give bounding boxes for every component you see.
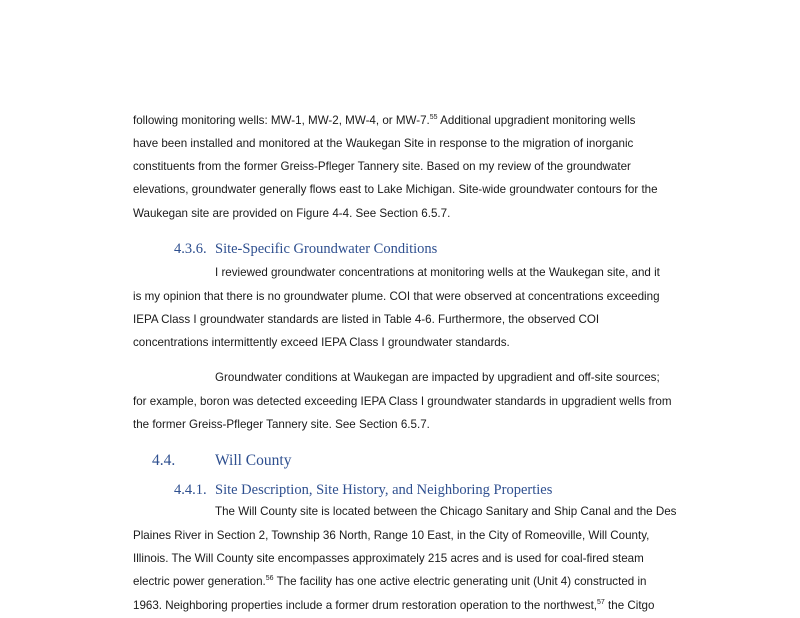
footnote-ref-57: 57	[597, 599, 605, 606]
paragraph-2-line-2: is my opinion that there is no groundwater plume. COI that were observed at concentrations exceeding	[133, 290, 660, 303]
section-title: Will County	[215, 452, 292, 469]
paragraph-1-line-3: constituents from the former Greiss-Pfleger Tannery site. Based on my review of the groundwater	[133, 160, 631, 173]
paragraph-2-line-4: concentrations intermittently exceed IEPA Class I groundwater standards.	[133, 336, 510, 349]
paragraph-4-line-2: Plaines River in Section 2, Township 36 North, Range 10 East, in the City of Romeoville, Will County,	[133, 529, 650, 542]
paragraph-3-line-2: for example, boron was detected exceeding IEPA Class I groundwater standards in upgradient wells from	[133, 395, 672, 408]
section-title: Site-Specific Groundwater Conditions	[215, 241, 438, 257]
paragraph-4-line-1: The Will County site is located between the Chicago Sanitary and Ship Canal and the Des	[215, 505, 677, 518]
section-number: 4.4.	[152, 452, 176, 469]
footnote-ref-56: 56	[265, 575, 274, 582]
paragraph-2-line-1: I reviewed groundwater concentrations at monitoring wells at the Waukegan site, and it	[215, 266, 660, 279]
footnote-ref-55: 55	[429, 114, 438, 121]
section-number: 4.4.1.	[174, 482, 207, 498]
section-heading-4-4	[152, 452, 291, 470]
paragraph-1-line-5: Waukegan site are provided on Figure 4-4. See Section 6.5.7.	[133, 207, 451, 220]
paragraph-1-line-2: have been installed and monitored at the Waukegan Site in response to the migration of inorganic	[133, 137, 634, 150]
section-heading-4-3-6	[174, 240, 437, 258]
section-number: 4.3.6.	[174, 241, 207, 257]
paragraph-3-line-1: Groundwater conditions at Waukegan are impacted by upgradient and off-site sources;	[215, 371, 660, 384]
paragraph-1-line-1: following monitoring wells: MW-1, MW-2, MW-4, or MW-7.55 Additional upgradient monitoring wells	[133, 114, 636, 127]
paragraph-1-line-4: elevations, groundwater generally flows east to Lake Michigan. Site-wide groundwater contours for the	[133, 183, 658, 196]
section-title: Site Description, Site History, and Neighboring Properties	[215, 482, 553, 498]
paragraph-4-line-5: 1963. Neighboring properties include a former drum restoration operation to the northwest,$^{57}$ the Citgo	[133, 599, 655, 612]
paragraph-3-line-3: the former Greiss-Pfleger Tannery site. See Section 6.5.7.	[133, 418, 430, 431]
paragraph-4-line-3: Illinois. The Will County site encompasses approximately 215 acres and is used for coal-fired steam	[133, 552, 644, 565]
paragraph-2-line-3: IEPA Class I groundwater standards are listed in Table 4-6. Furthermore, the observed COI	[133, 313, 600, 326]
paragraph-4-line-4: electric power generation.$^{56}$ The facility has one active electric generating unit (Unit 4) constructed in	[133, 575, 647, 588]
section-heading-4-4-1	[174, 481, 552, 499]
